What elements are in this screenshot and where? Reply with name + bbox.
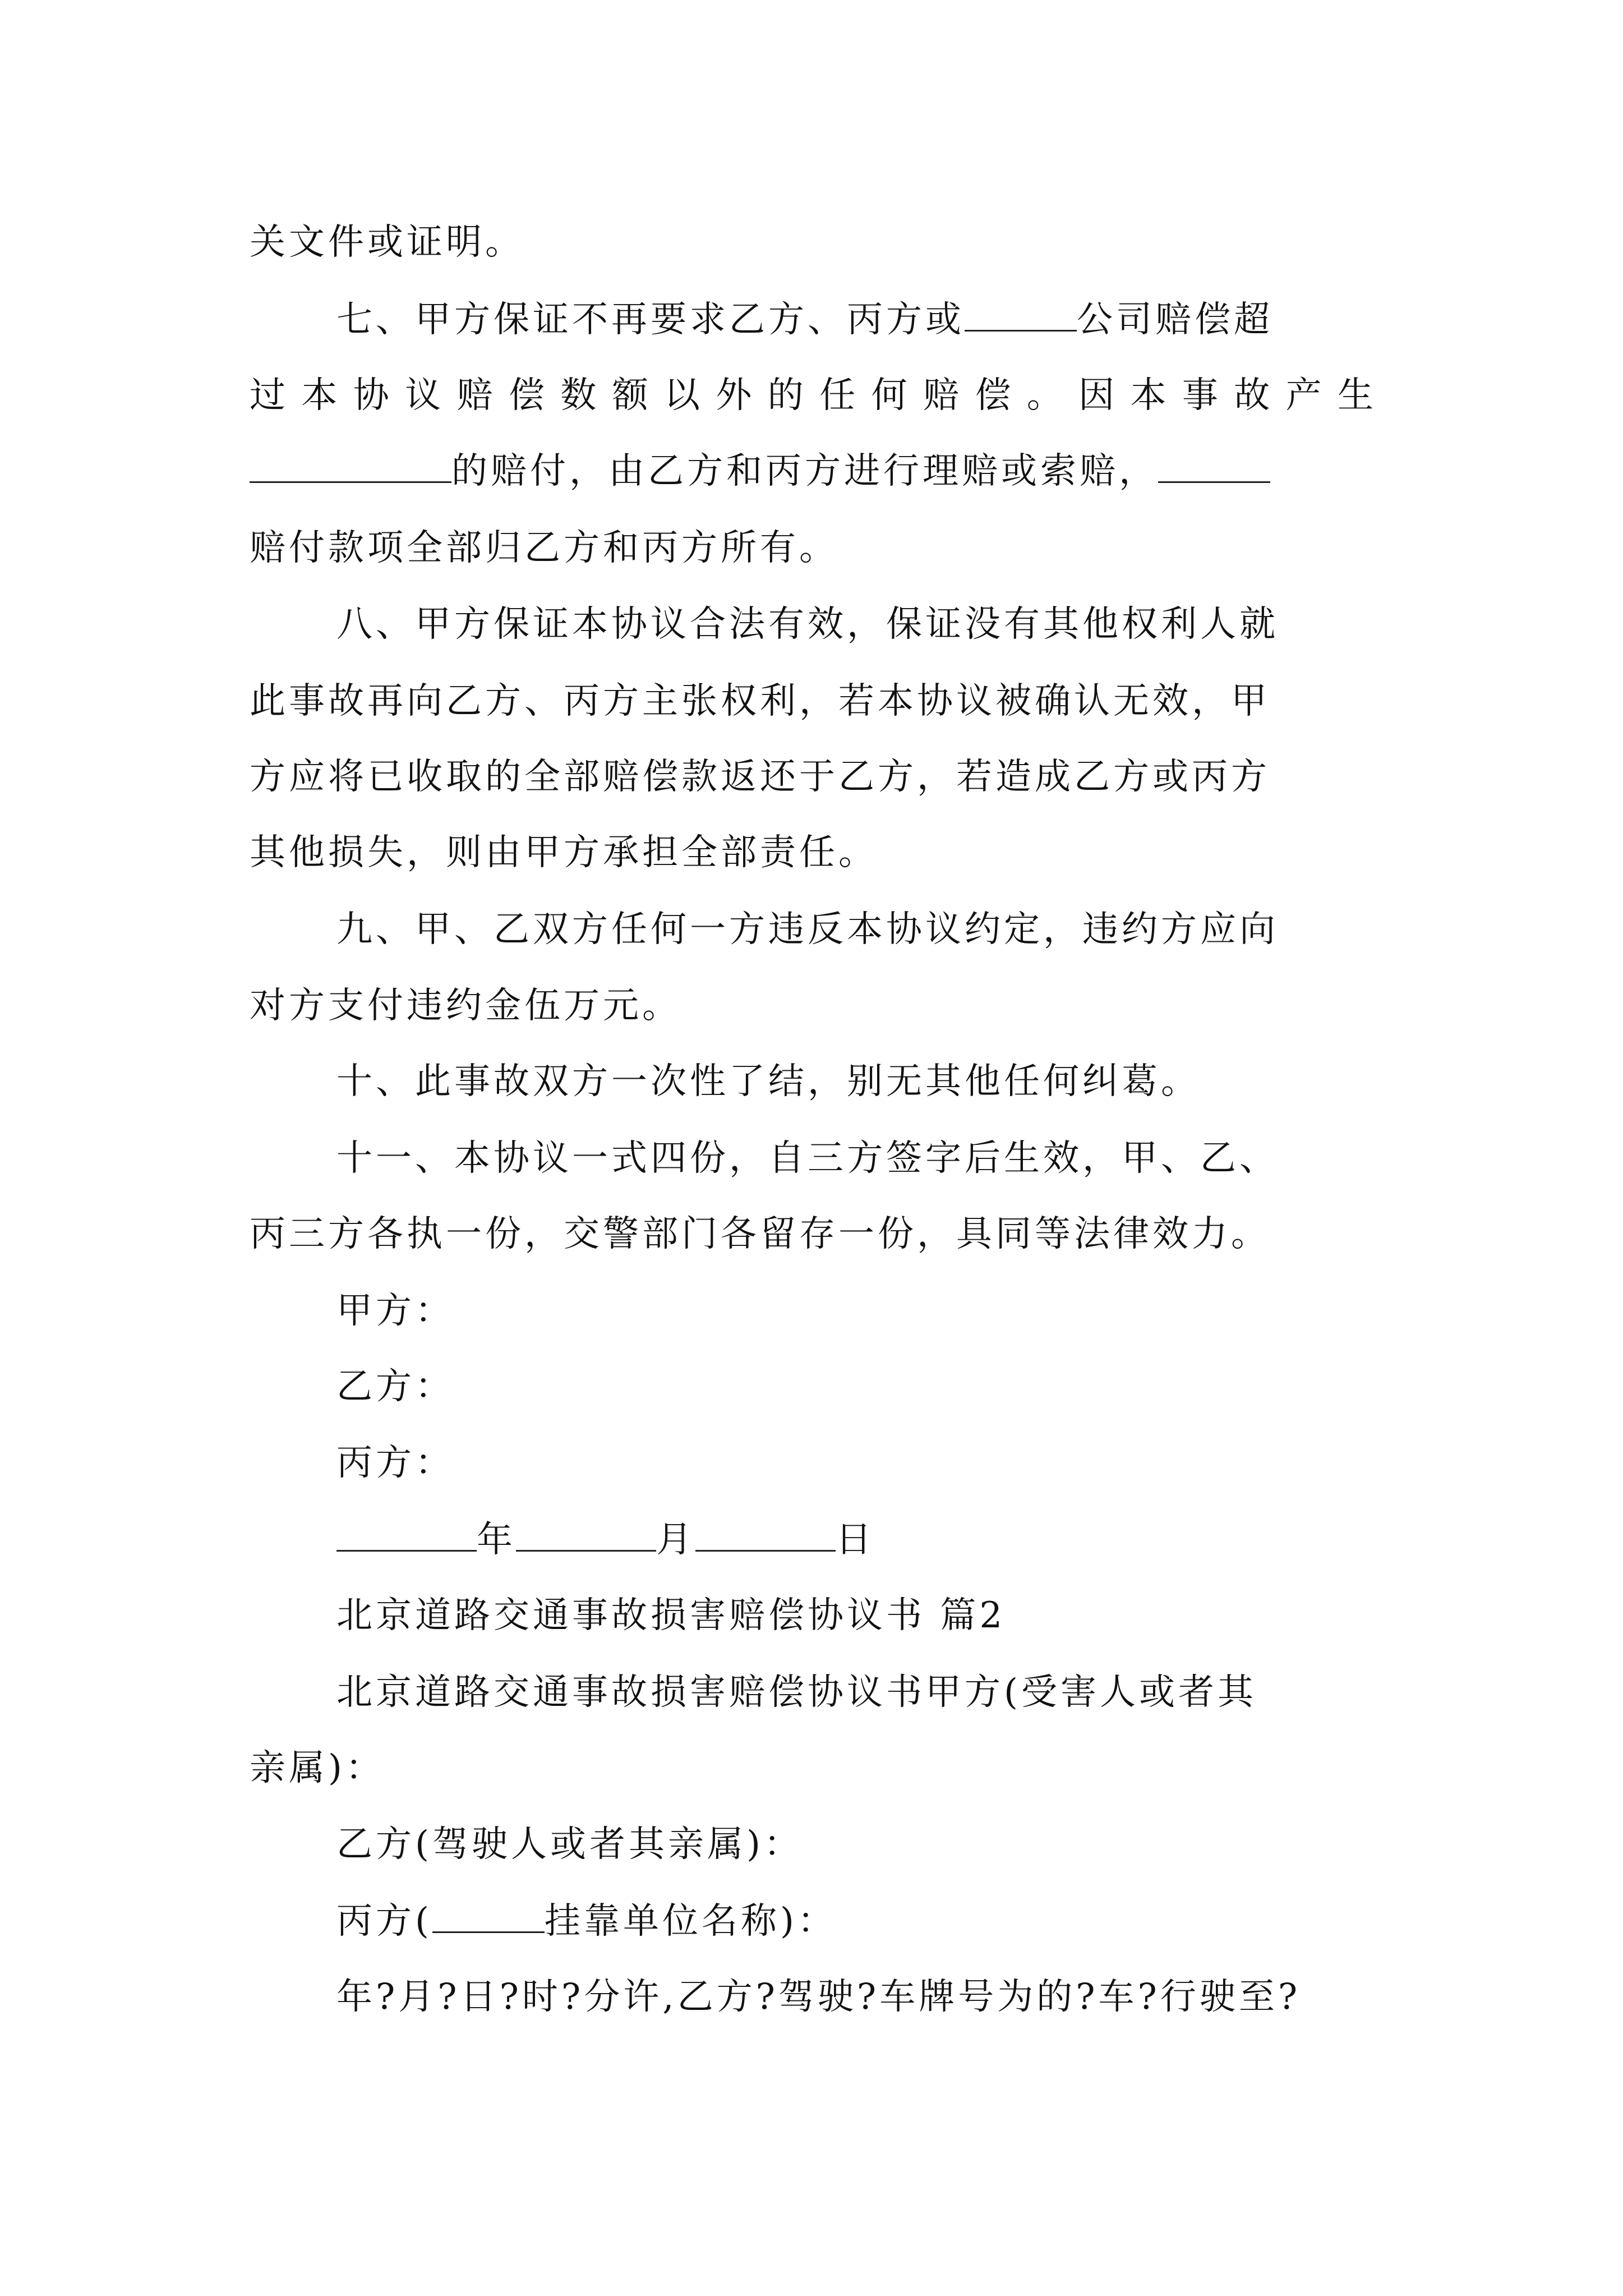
blank-field [1158, 449, 1270, 483]
agreement-party-a-line-2: 亲属)： [250, 1747, 385, 1789]
text-line: 关文件或证明。 [250, 222, 524, 263]
clause-8-line-1: 八、甲方保证本协议合法有效，保证没有其他权利人就 [336, 604, 1279, 645]
date-line: 年 月 日 [336, 1517, 875, 1562]
agreement-party-a-line-1: 北京道路交通事故损害赔偿协议书甲方(受害人或者其 [336, 1672, 1257, 1713]
section-title: 北京道路交通事故损害赔偿协议书 篇2 [336, 1595, 1006, 1636]
blank-field [432, 1899, 545, 1933]
clause-11-line-1: 十一、本协议一式四份，自三方签字后生效，甲、乙、 [336, 1138, 1279, 1179]
clause-8-line-2: 此事故再向乙方、丙方主张权利，若本协议被确认无效，甲 [250, 680, 1270, 722]
blank-field [965, 297, 1077, 332]
clause-9-line-2: 对方支付违约金伍万元。 [250, 985, 681, 1027]
clause-11-line-2: 丙三方各执一份，交警部门各留存一份，具同等法律效力。 [250, 1213, 1270, 1255]
party-c-signature-label: 丙方： [336, 1442, 454, 1484]
clause-7-line-2: 过本协议赔偿数额以外的任何赔偿。因本事故产生 [250, 375, 1377, 416]
clause-7-line-1: 七、甲方保证不再要求乙方、丙方或 公司赔偿超 [336, 297, 1273, 342]
clause-7-line-3: 的赔付，由乙方和丙方进行理赔或索赔， [250, 449, 1270, 494]
agreement-party-b-line: 乙方(驾驶人或者其亲属)： [336, 1824, 803, 1865]
blank-field [516, 1517, 656, 1552]
clause-10-line: 十、此事故双方一次性了结，别无其他任何纠葛。 [336, 1061, 1200, 1102]
blank-field [250, 449, 451, 483]
blank-field [695, 1517, 836, 1552]
clause-8-line-3: 方应将已收取的全部赔偿款返还于乙方，若造成乙方或丙方 [250, 756, 1270, 798]
party-a-signature-label: 甲方： [336, 1290, 454, 1332]
clause-7-line-4: 赔付款项全部归乙方和丙方所有。 [250, 527, 838, 569]
agreement-party-c-line: 丙方( 挂靠单位名称)： [336, 1899, 837, 1944]
clause-8-line-4: 其他损失，则由甲方承担全部责任。 [250, 832, 878, 873]
party-b-signature-label: 乙方： [336, 1366, 454, 1407]
accident-description-line: 年?月?日?时?分许,乙方?驾驶?车牌号为的?车?行驶至? [336, 1976, 1301, 2018]
blank-field [336, 1517, 477, 1552]
clause-9-line-1: 九、甲、乙双方任何一方违反本协议约定，违约方应向 [336, 909, 1279, 950]
